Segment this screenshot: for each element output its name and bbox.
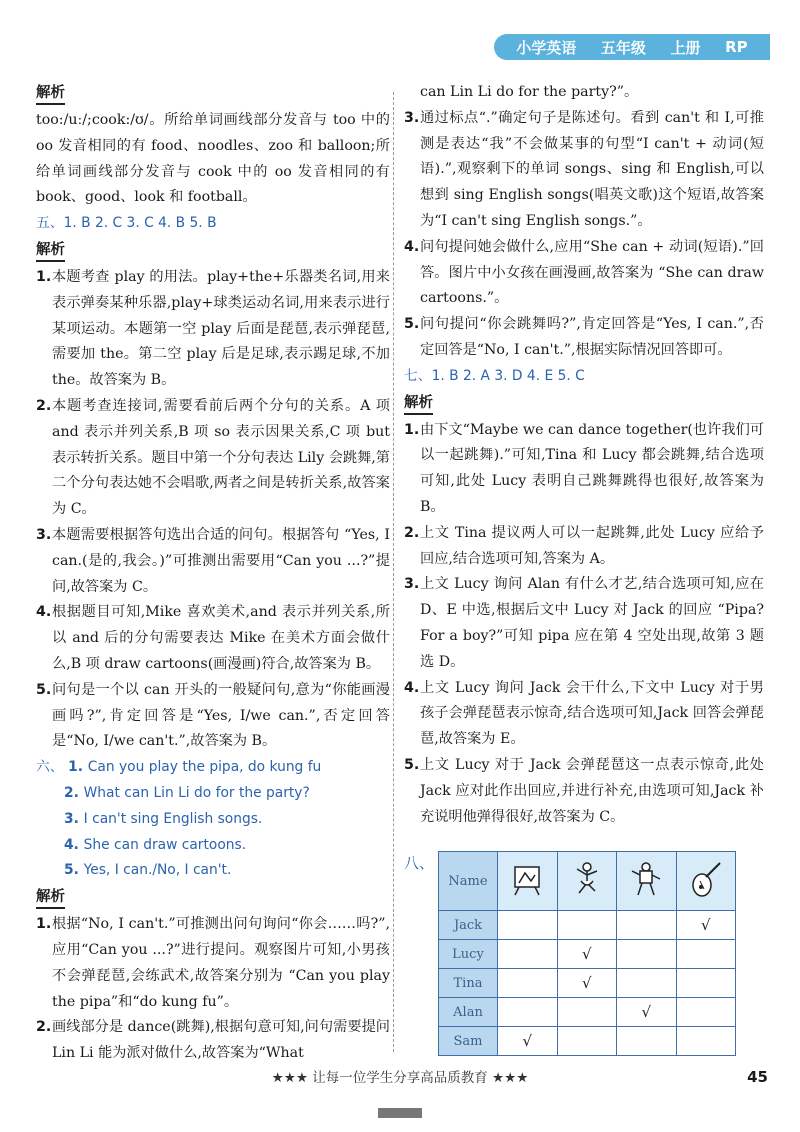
item-number: 5. <box>36 681 52 698</box>
row-name: Alan <box>439 998 498 1027</box>
bottom-bar <box>378 1108 422 1118</box>
item-number: 3. <box>404 109 420 126</box>
item-number: 4. <box>404 238 420 255</box>
header-volume: 上册 <box>670 38 701 57</box>
column-divider <box>393 92 394 1052</box>
item-text: 本题考查 play 的用法。play+the+乐器类名词,用来表示弹奏某种乐器,play+球类运动名词,用来表示进行某项运动。本题第一空 play 后面是琵琶,表示弹琵琶,需要加 the。第二空 play 后是足球,表示踢足球,不加 the。故答案为 B。 <box>52 268 390 389</box>
item-number: 1. <box>404 421 420 438</box>
explanation-item <box>404 753 764 830</box>
right-column <box>404 80 764 830</box>
item-number: 4. <box>36 604 52 621</box>
explanation-item <box>404 418 764 521</box>
item-number: 5. <box>404 316 420 333</box>
header-subject: 小学英语 <box>516 38 577 57</box>
section-6-explanations-cont <box>404 106 764 364</box>
row-name: Lucy <box>439 940 498 969</box>
check-cell <box>617 969 677 998</box>
jiexi-heading: 解析 <box>36 240 65 262</box>
row-name: Sam <box>439 1027 498 1056</box>
section-5-explanations <box>36 265 390 755</box>
item-number: 2. <box>404 524 420 541</box>
item-text: 由下文“Maybe we can dance together(也许我们可以一起跳舞).”可知,Tina 和 Lucy 都会跳舞,结合选项可知,此处 Lucy 表明自己跳舞跳得也很好,故答案为 B。 <box>420 421 764 515</box>
item-text: 根据题目可知,Mike 喜欢美术,and 表示并列关系,所以 and 后的分句需要表达 Mike 在美术方面会做什么,B 项 draw cartoons(画漫画)符合,故答案为 B。 <box>52 604 390 672</box>
header-grade: 五年级 <box>600 38 646 57</box>
explanation-item <box>404 521 764 573</box>
page-number: 45 <box>747 1068 768 1086</box>
explanation-item <box>36 600 390 677</box>
item-text: 本题需要根据答句选出合适的问句。根据答句 “Yes, I can.(是的,我会。)”可推测出需要用“Can you ...?”提问,故答案为 C。 <box>52 526 390 595</box>
explanation-item <box>36 1015 390 1067</box>
explanation-item <box>404 312 764 364</box>
explanation-item <box>404 676 764 753</box>
explanation-item <box>404 572 764 675</box>
item-text: 画线部分是 dance(跳舞),根据句意可知,问句需要提问 Lin Li 能为派对做什么,故答案为“What <box>52 1019 390 1062</box>
row-name: Tina <box>439 969 498 998</box>
check-cell <box>617 911 677 940</box>
explanation-item <box>36 678 390 755</box>
section-6-explanations <box>36 912 390 1067</box>
check-cell <box>676 969 736 998</box>
table-header-name: Name <box>439 852 498 911</box>
footer-slogan: ★★★ 让每一位学生分享高品质教育 ★★★ <box>271 1070 529 1086</box>
check-cell <box>557 911 617 940</box>
answer-line: 1. Can you play the pipa, do kung fu <box>68 759 322 776</box>
explanation-item <box>36 394 390 523</box>
explanation-item <box>36 912 390 1015</box>
check-cell <box>676 1027 736 1056</box>
check-cell <box>557 998 617 1027</box>
item-number: 3. <box>404 576 420 593</box>
jiexi-heading: 解析 <box>404 393 433 415</box>
talent-table <box>438 851 736 1056</box>
check-cell <box>498 998 558 1027</box>
item-text: 上文 Lucy 询问 Jack 会干什么,下文中 Lucy 对于男孩子会弹琵琶表示惊奇,结合选项可知,Jack 回答会弹琵琶,故答案为 E。 <box>420 679 764 748</box>
item-text: 根据“No, I can't.”可推测出问句询问“你会……吗?”,应用“Can you ...?”进行提问。观察图片可知,小男孩不会弹琵琶,会练武术,故答案分别为 “Can you play the pipa”和“do kung fu”。 <box>52 916 390 1010</box>
section-6-answers <box>36 759 390 884</box>
item-number: 4. <box>404 679 420 696</box>
answer-line: 3. I can't sing English songs. <box>64 810 263 827</box>
item-text: 上文 Tina 提议两人可以一起跳舞,此处 Lucy 应给予回应,结合选项可知,答案为 A。 <box>420 524 764 567</box>
jiexi-heading: 解析 <box>36 83 65 105</box>
section-7-answers: 七、1. B 2. A 3. D 4. E 5. C <box>404 367 585 384</box>
header-edition: RP <box>725 38 748 56</box>
item-text: 问句是一个以 can 开头的一般疑问句,意为“你能画漫画吗?”,肯定回答是“Yes, I/we can.”,否定回答是“No, I/we can't.”,故答案为 B。 <box>52 681 390 750</box>
check-cell <box>498 940 558 969</box>
drawing-icon <box>498 852 558 911</box>
continued-text: can Lin Li do for the party?”。 <box>420 84 639 100</box>
item-number: 1. <box>36 916 52 933</box>
check-cell <box>617 940 677 969</box>
table-row <box>439 1027 736 1056</box>
item-number: 1. <box>36 268 52 285</box>
answer-line: 5. Yes, I can./No, I can't. <box>64 862 232 879</box>
check-cell: √ <box>557 940 617 969</box>
item-text: 上文 Lucy 询问 Alan 有什么才艺,结合选项可知,应在 D、E 中选,根据后文中 Lucy 对 Jack 的回应 “Pipa? For a boy?”可知 pipa 应在第 4 空处出现,故第 3 题选 D。 <box>420 576 764 670</box>
item-number: 5. <box>404 756 420 773</box>
explanation-item <box>404 106 764 235</box>
section-5-answers: 五、1. B 2. C 3. C 4. B 5. B <box>36 215 217 232</box>
section-8-label: 八、 <box>404 854 435 872</box>
header-bar <box>494 34 770 60</box>
item-number: 2. <box>36 397 52 414</box>
item-text: 上文 Lucy 对于 Jack 会弹琵琶这一点表示惊奇,此处 Jack 应对此作出回应,并进行补充,由选项可知,Jack 补充说明他弹得很好,故答案为 C。 <box>420 756 764 825</box>
item-text: 通过标点“.”确定句子是陈述句。看到 can't 和 I,可推测是表达“我”不会做某事的句型“I can't + 动词(短语).”,观察剩下的单词 songs、sing 和 English,可以想到 sing English songs(唱英文歌)这个短语,故答案为“I can't sing English songs.”。 <box>420 109 764 229</box>
check-cell <box>676 940 736 969</box>
left-column <box>36 80 390 1067</box>
item-number: 2. <box>36 1019 52 1036</box>
check-cell <box>498 969 558 998</box>
check-cell <box>557 1027 617 1056</box>
section-7-explanations <box>404 418 764 831</box>
check-cell: √ <box>557 969 617 998</box>
check-cell: √ <box>676 911 736 940</box>
dancing-icon <box>557 852 617 911</box>
row-name: Jack <box>439 911 498 940</box>
item-number: 3. <box>36 526 52 543</box>
jiexi-heading: 解析 <box>36 887 65 909</box>
explanation-item <box>36 523 390 600</box>
check-cell: √ <box>617 998 677 1027</box>
table-row <box>439 911 736 940</box>
item-text: 问句提问“你会跳舞吗?”,肯定回答是“Yes, I can.”,否定回答是“No, I can't.”,根据实际情况回答即可。 <box>420 316 764 358</box>
check-cell: √ <box>498 1027 558 1056</box>
item-text: 本题考查连接词,需要看前后两个分句的关系。A 项 and 表示并列关系,B 项 so 表示因果关系,C 项 but 表示转折关系。题目中第一个分句表达 Lily 会跳舞,第二个分句表达她不会唱歌,两者之间是转折关系,故答案为 C。 <box>52 397 390 518</box>
explanation-item <box>36 265 390 394</box>
table-row <box>439 998 736 1027</box>
check-cell <box>617 1027 677 1056</box>
answer-line: 2. What can Lin Li do for the party? <box>64 784 310 801</box>
table-row <box>439 940 736 969</box>
pipa-icon <box>676 852 736 911</box>
kung-fu-icon <box>617 852 677 911</box>
phonics-explanation: too:/uː/;cook:/ʊ/。所给单词画线部分发音与 too 中的 oo 发音相同的有 food、noodles、zoo 和 balloon;所给单词画线部分发音与 cook 中的 oo 发音相同的有 book、good、look 和 football。 <box>36 112 390 206</box>
section-6-label: 六、 <box>36 759 64 776</box>
explanation-item <box>404 235 764 312</box>
check-cell <box>498 911 558 940</box>
table-row <box>439 969 736 998</box>
answer-line: 4. She can draw cartoons. <box>64 836 247 853</box>
item-text: 问句提问她会做什么,应用“She can + 动词(短语).”回答。图片中小女孩在画漫画,故答案为 “She can draw cartoons.”。 <box>420 238 764 307</box>
check-cell <box>676 998 736 1027</box>
